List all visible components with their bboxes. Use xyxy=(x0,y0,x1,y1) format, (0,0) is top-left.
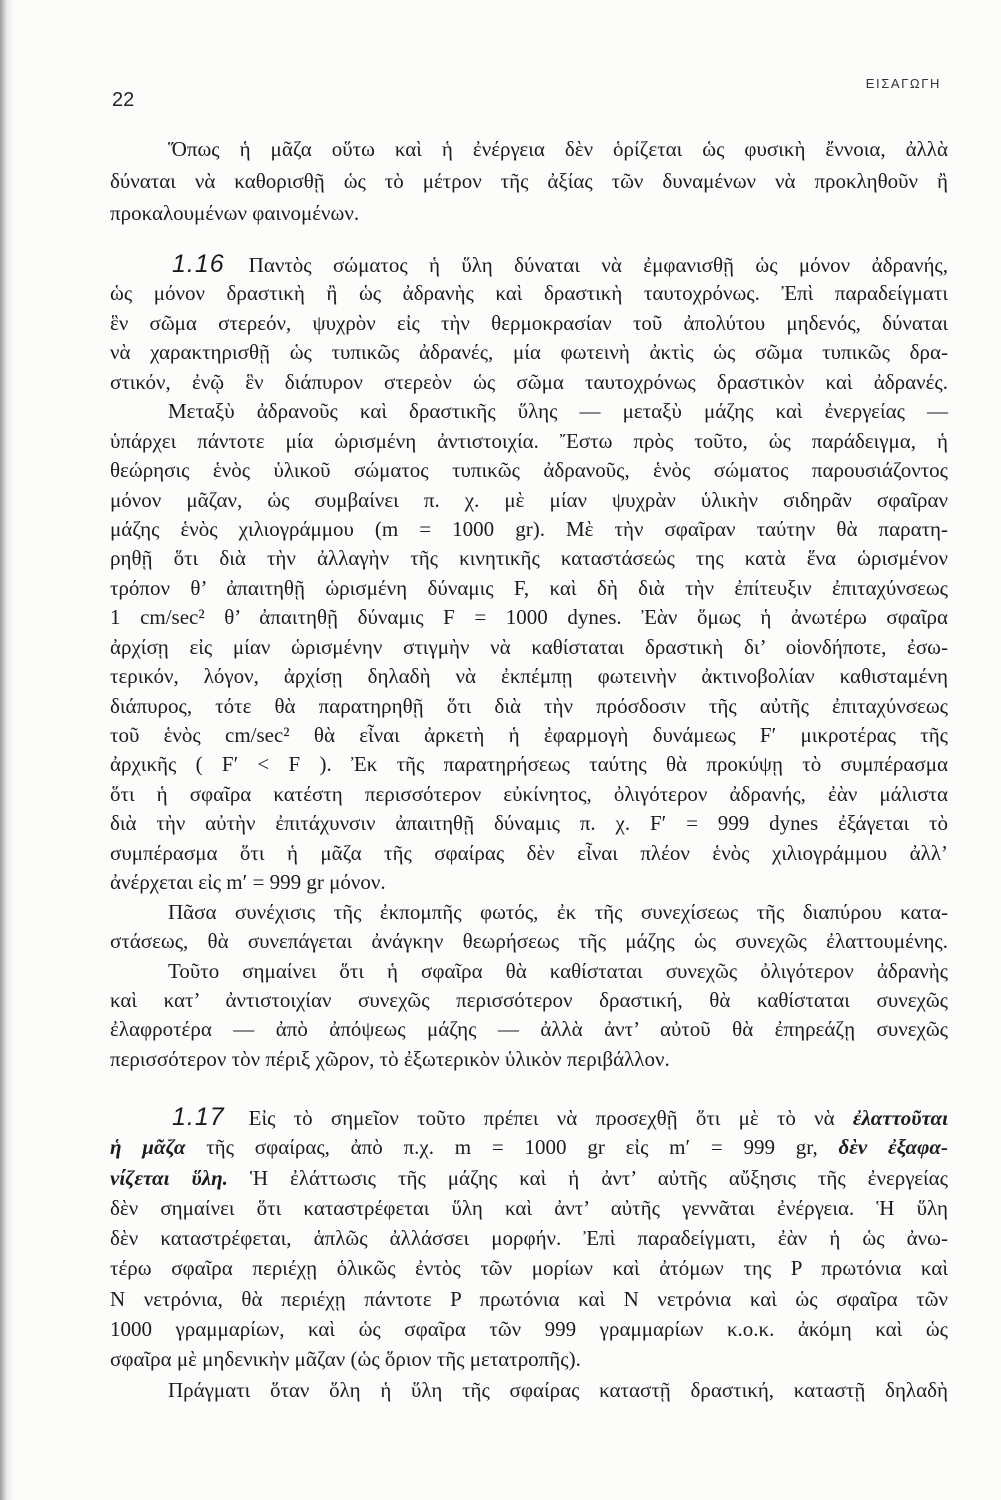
scan-edge-shadow xyxy=(0,0,14,1500)
emphasis-text: δὲν ἐξαφα- xyxy=(838,1135,948,1160)
paragraph xyxy=(110,397,948,897)
running-head: ΕΙΣΑΓΩΓΗ xyxy=(865,76,941,91)
text-line: μόνον μᾶζαν, ὡς συμβαίνει π. χ. μὲ μίαν ψυχρὰν ὑλικὴν σιδηρᾶν σφαῖραν xyxy=(110,487,948,512)
text-line: νὰ χαρακτηρισθῇ ὡς τυπικῶς ἀδρανές, μία φωτεινὴ ἀκτὶς ὡς σῶμα τυπικῶς δρα- xyxy=(110,340,948,365)
section-1-17 xyxy=(110,1102,948,1405)
text-line: ἀρχίσῃ εἰς μίαν ὡρισμένην στιγμὴν νὰ καθίσταται δραστικὴ δι’ οἱονδήποτε, ἐσω- xyxy=(110,634,948,659)
text-segment: Ἡ ἐλάττωσις τῆς μάζης καὶ ἡ ἀντ’ αὐτῆς αὔξησις τῆς ἐνεργείας xyxy=(227,1165,948,1190)
text-line xyxy=(110,1163,948,1193)
section-heading-line xyxy=(110,250,948,279)
paragraph xyxy=(110,898,948,957)
text-line xyxy=(110,1132,948,1162)
text-line: δὲν καταστρέφεται, ἁπλῶς ἀλλάσσει μορφήν. Ἐπὶ παραδείγματι, ἐὰν ἡ ὡς ἀνω- xyxy=(110,1226,948,1251)
section-number: 1.17 xyxy=(172,1103,225,1131)
text-line: τερικόν, λόγον, ἀρχίσῃ δηλαδὴ νὰ ἐκπέμπῃ φωτεινὴν ἀκτινοβολίαν καθισταμένη xyxy=(110,664,948,689)
text-line: προκαλουμένων φαινομένων. xyxy=(110,201,360,225)
page-number: 22 xyxy=(112,89,135,111)
text-line: ρηθῇ ὅτι διὰ τὴν ἀλλαγὴν τῆς κινητικῆς καταστάσεώς της κατὰ ἕνα ὡρισμένον xyxy=(110,546,948,571)
text-line: συμπέρασμα ὅτι ἡ μᾶζα τῆς σφαίρας δὲν εἶναι πλέον ἑνὸς χιλιογράμμου ἀλλ’ xyxy=(110,840,948,865)
text-line: στάσεως, θὰ συνεπάγεται ἀνάγκην θεωρήσεως τῆς μάζης ὡς συνεχῶς ἐλαττουμένης. xyxy=(110,929,948,954)
paragraph xyxy=(110,1375,948,1405)
text-line: καὶ κατ’ ἀντιστοιχίαν συνεχῶς περισσότερον δραστική, θὰ καθίσταται συνεχῶς xyxy=(110,987,948,1012)
text-line: μάζης ἑνὸς χιλιογράμμου (m = 1000 gr). Μὲ τὴν σφαῖραν ταύτην θὰ παρατη- xyxy=(110,516,948,541)
text-line: 1000 γραμμαρίων, καὶ ὡς σφαῖρα τῶν 999 γραμμαρίων κ.ο.κ. ἀκόμη καὶ ὡς xyxy=(110,1317,948,1342)
emphasis-text: νίζεται ὕλη. xyxy=(110,1165,228,1190)
text-line: Πᾶσα συνέχισις τῆς ἐκπομπῆς φωτός, ἐκ τῆς συνεχίσεως τῆς διαπύρου κατα- xyxy=(168,899,948,924)
text-line: ἓν σῶμα στερεόν, ψυχρὸν εἰς τὴν θερμοκρασίαν τοῦ ἀπολύτου μηδενός, δύναται xyxy=(110,310,948,335)
text-line: N νετρόνια, θὰ περιέχῃ πάντοτε P πρωτόνια καὶ N νετρόνια καὶ ὡς σφαῖρα τῶν xyxy=(110,1286,948,1311)
paragraph xyxy=(110,957,948,1075)
emphasis-text: ἐλαττοῦται xyxy=(852,1106,948,1130)
intro-paragraph xyxy=(110,133,948,229)
text-line: τέρω σφαῖρα περιέχῃ ὁλικῶς ἐντὸς τῶν μορίων καὶ ἀτόμων της P πρωτόνια καὶ xyxy=(110,1256,948,1281)
text-line: διὰ τὴν αὐτὴν ἐπιτάχυνσιν ἀπαιτηθῇ δύναμις π. χ. F′ = 999 dynes ἐξάγεται τὸ xyxy=(110,811,948,836)
text-line: ὡς μόνον δραστικὴ ἢ ὡς ἀδρανὴς καὶ δραστικὴ ταυτοχρόνως. Ἐπὶ παραδείγματι xyxy=(110,281,948,306)
section-1-16 xyxy=(110,250,948,1074)
text-line: Πράγματι ὅταν ὅλη ἡ ὕλη τῆς σφαίρας καταστῇ δραστική, καταστῇ δηλαδὴ xyxy=(168,1377,948,1402)
text-line: ἀρχικῆς ( F′ < F ). Ἐκ τῆς παρατηρήσεως ταύτης θὰ προκύψῃ τὸ συμπέρασμα xyxy=(110,752,948,777)
text-line: Ὅπως ἡ μᾶζα οὕτω καὶ ἡ ἐνέργεια δὲν ὁρίζεται ὡς φυσικὴ ἔννοια, ἀλλὰ xyxy=(168,137,948,161)
paragraph xyxy=(110,250,948,397)
text-line: δὲν σημαίνει ὅτι καταστρέφεται ὕλη καὶ ἀντ’ αὐτῆς γεννᾶται ἐνέργεια. Ἡ ὕλη xyxy=(110,1195,948,1220)
text-line: Τοῦτο σημαίνει ὅτι ἡ σφαῖρα θὰ καθίσταται συνεχῶς ὀλιγότερον ἀδρανὴς xyxy=(168,958,948,983)
text-line: στικόν, ἐνῷ ἓν διάπυρον στερεὸν ὡς σῶμα ταυτοχρόνως δραστικὸν καὶ ἀδρανές. xyxy=(110,369,948,394)
text-line: ὅτι ἡ σφαῖρα κατέστη περισσότερον εὐκίνητος, ὀλιγότερον ἀδρανής, ἐὰν μάλιστα xyxy=(110,781,948,806)
text-line: διάπυρος, τότε θὰ παρατηρηθῇ ὅτι διὰ τὴν πρόσδοσιν τῆς αὐτῆς ἐπιταχύνσεως xyxy=(110,693,948,718)
text-line: περισσότερον τὸν πέριξ χῶρον, τὸ ἐξωτερικὸν ὑλικὸν περιβάλλον. xyxy=(110,1046,670,1071)
text-line: τοῦ ἑνὸς cm/sec² θὰ εἶναι ἀρκετὴ ἡ ἐφαρμογὴ δυνάμεως F′ μικροτέρας τῆς xyxy=(110,723,948,747)
text-segment: τῆς σφαίρας, ἀπὸ π.χ. m = 1000 gr εἰς m′ = 999 gr, xyxy=(185,1135,839,1160)
section-heading-line xyxy=(110,1102,948,1132)
text-line: 1 cm/sec² θ’ ἀπαιτηθῇ δύναμις F = 1000 dynes. Ἐὰν ὅμως ἡ ἀνωτέρω σφαῖρα xyxy=(110,605,948,630)
text-line: ἐλαφροτέρα — ἀπὸ ἀπόψεως μάζης — ἀλλὰ ἀντ’ αὐτοῦ θὰ ἐπηρεάζῃ συνεχῶς xyxy=(110,1017,948,1042)
text-line: Μεταξὺ ἀδρανοῦς καὶ δραστικῆς ὕλης — μεταξὺ μάζης καὶ ἐνεργείας — xyxy=(168,399,948,424)
text-line: τρόπον θ’ ἀπαιτηθῇ ὡρισμένη δύναμις F, καὶ δὴ διὰ τὴν ἐπίτευξιν ἐπιταχύνσεως xyxy=(110,575,948,600)
paragraph xyxy=(110,1102,948,1375)
text-segment: Παντὸς σώματος ἡ ὕλη δύναται νὰ ἐμφανισθῇ ὡς μόνον ἀδρανής, xyxy=(248,253,948,277)
text-line: ὑπάρχει πάντοτε μία ὡρισμένη ἀντιστοιχία. Ἔστω πρὸς τοῦτο, ὡς παράδειγμα, ἡ xyxy=(110,428,948,453)
section-number: 1.16 xyxy=(172,250,225,278)
text-line: δύναται νὰ καθορισθῇ ὡς τὸ μέτρον τῆς ἀξίας τῶν δυναμένων νὰ προκληθοῦν ἢ xyxy=(110,169,948,193)
text-line: θεώρησις ἑνὸς ὑλικοῦ σώματος τυπικῶς ἀδρανοῦς, ἑνὸς σώματος παρουσιάζοντος xyxy=(110,458,948,483)
text-segment: Εἰς τὸ σημεῖον τοῦτο πρέπει νὰ προσεχθῇ ὅτι μὲ τὸ νὰ xyxy=(248,1106,853,1130)
text-line: σφαῖρα μὲ μηδενικὴν μᾶζαν (ὡς ὅριον τῆς μετατροπῆς). xyxy=(110,1347,581,1372)
text-line: ἀνέρχεται εἰς m′ = 999 gr μόνον. xyxy=(110,870,386,895)
emphasis-text: ἡ μᾶζα xyxy=(110,1135,186,1160)
